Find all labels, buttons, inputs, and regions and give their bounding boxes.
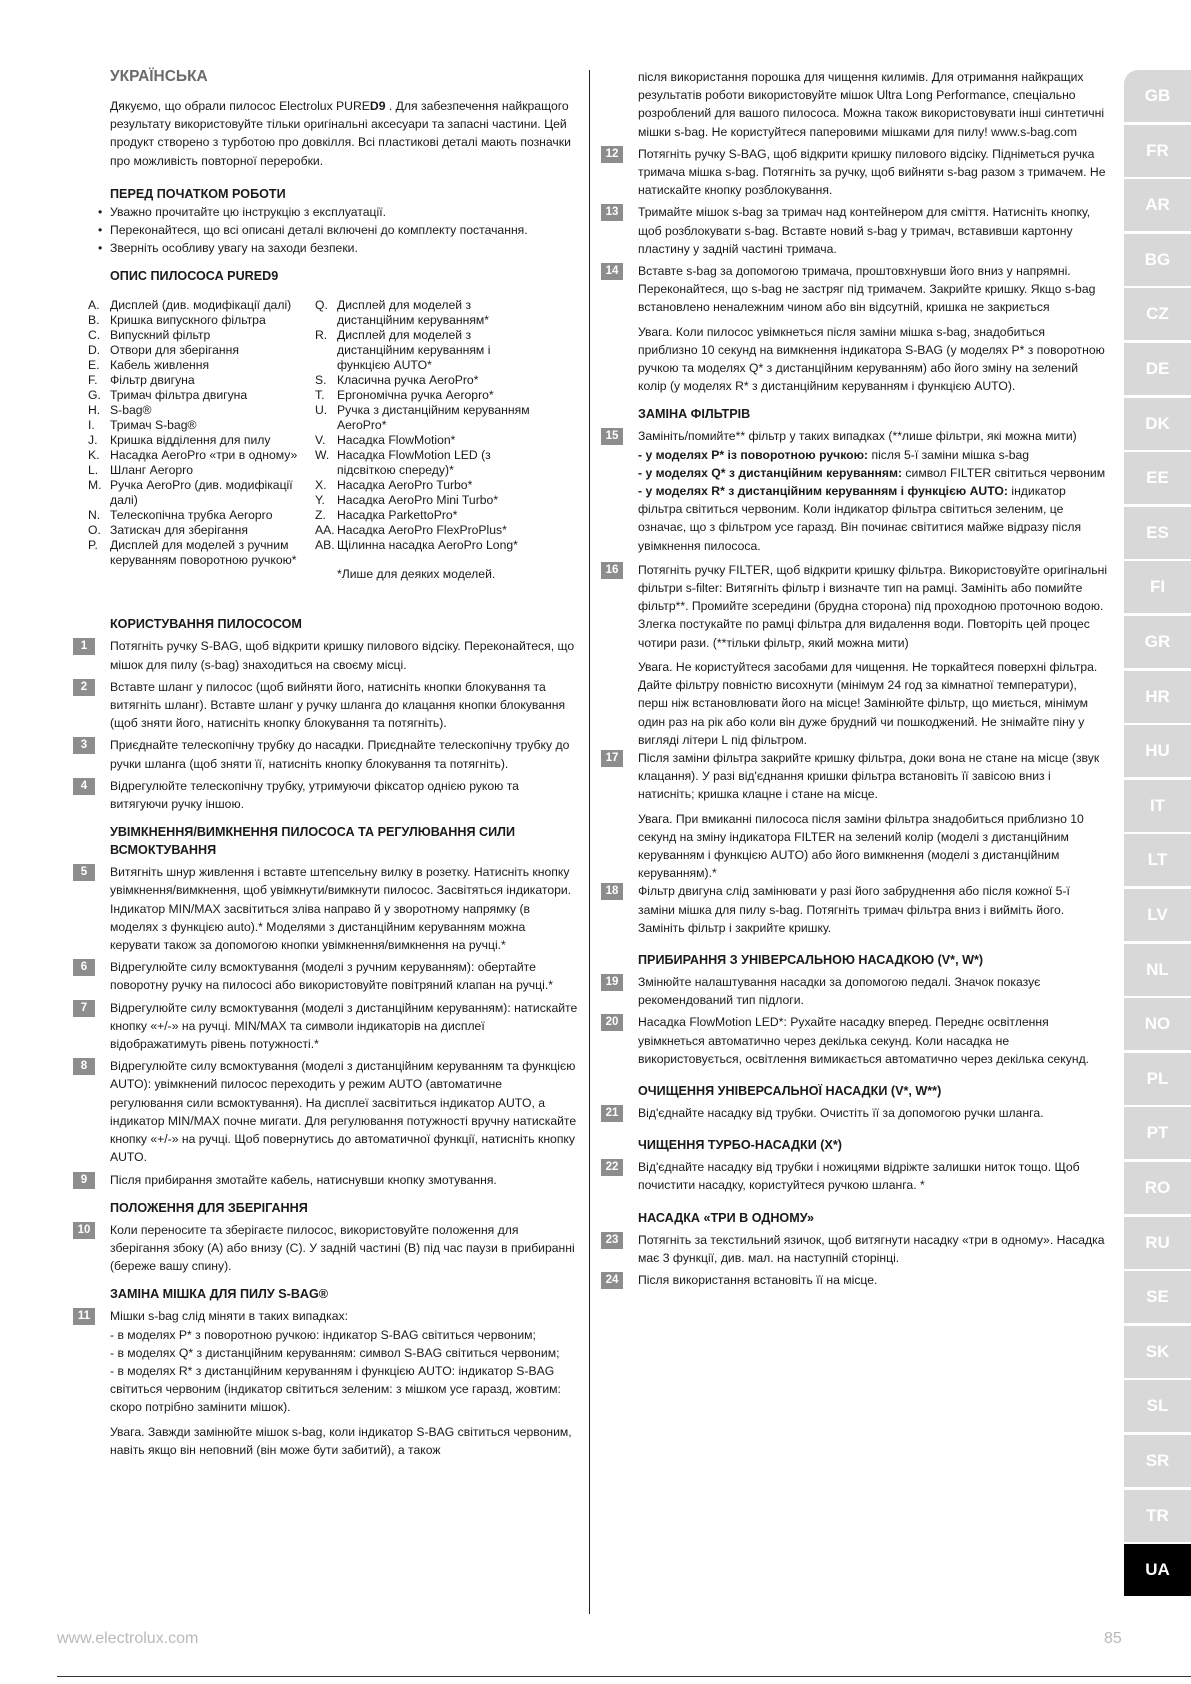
part-letter: V. xyxy=(315,433,326,448)
step-text: Відрегулюйте телескопічну трубку, утримуючи фіксатор однією рукою та витягуючи ручку іншою. xyxy=(110,778,519,812)
language-tab-dk[interactable]: DK xyxy=(1124,398,1191,450)
language-tab-hu[interactable]: HU xyxy=(1124,725,1191,777)
turbo-steps xyxy=(605,1158,1108,1194)
language-tab-de[interactable]: DE xyxy=(1124,343,1191,395)
step-18-text: Фільтр двигуна слід замінювати у разі його забруднення або після кожної 5-ї заміни мішка для пилу s-bag. Потягніть тримач фільтра вниз і вийміть його. Замініть фільтр і закрийте кришку. xyxy=(638,884,1070,935)
part-label: Випускний фільтр xyxy=(110,328,211,343)
part-letter: W. xyxy=(315,448,330,463)
language-tab-pt[interactable]: PT xyxy=(1124,1107,1191,1159)
language-tab-ar[interactable]: AR xyxy=(1124,179,1191,231)
language-tab-fr[interactable]: FR xyxy=(1124,125,1191,177)
column-divider xyxy=(589,70,590,1614)
language-tab-bg[interactable]: BG xyxy=(1124,234,1191,286)
language-tab-gb[interactable]: GB xyxy=(1124,70,1191,122)
part-label: Насадка AeroPro FlexProPlus* xyxy=(337,523,507,538)
page-title: УКРАЇНСЬКА xyxy=(110,68,208,85)
storage-heading: ПОЛОЖЕННЯ ДЛЯ ЗБЕРІГАННЯ xyxy=(110,1200,308,1215)
part-label: Ергономічна ручка Aeropro* xyxy=(337,388,494,403)
part-label: Шланг Aeropro xyxy=(110,463,193,478)
filters-q-label: - у моделях Q* з дистанційним керуванням: xyxy=(638,465,903,480)
step-number-badge: 10 xyxy=(73,1222,95,1239)
step-6 xyxy=(80,958,578,994)
step-2 xyxy=(80,678,578,733)
part-label: Щілинна насадка AeroPro Long* xyxy=(337,538,518,553)
step-number-badge: 23 xyxy=(601,1232,623,1249)
filters-heading: ЗАМІНА ФІЛЬТРІВ xyxy=(638,407,751,422)
language-tab-no[interactable]: NO xyxy=(1124,998,1191,1050)
step-text: Від'єднайте насадку від трубки і ножицями відріжте залишки ниток тощо. Щоб почистити насадку, користуйтеся ручкою шланга. * xyxy=(638,1160,1080,1193)
part-label: Ручка AeroPro (див. модифікації xyxy=(110,478,293,493)
language-tab-ro[interactable]: RO xyxy=(1124,1162,1191,1214)
three-in-one-heading: НАСАДКА «ТРИ В ОДНОМУ» xyxy=(638,1210,815,1225)
part-letter: I. xyxy=(88,418,95,433)
use-steps xyxy=(80,637,578,813)
language-tab-cz[interactable]: CZ xyxy=(1124,288,1191,340)
language-tab-lt[interactable]: LT xyxy=(1124,834,1191,886)
part-label: дистанційним керуванням* xyxy=(337,313,490,328)
step-text: Потягніть ручку S-BAG, щоб відкрити кришку пилового відсіку. Переконайтеся, що мішок для пилу (s-bag) знаходиться на своєму місці. xyxy=(110,639,575,672)
part-label: Насадка AeroPro «три в одному» xyxy=(110,448,298,463)
step-number-badge: 14 xyxy=(601,263,623,280)
part-letter: M. xyxy=(88,478,102,493)
intro-model: D9 xyxy=(369,99,386,113)
step-number-badge: 13 xyxy=(601,204,623,221)
part-letter: AA. xyxy=(315,523,335,538)
part-letter: U. xyxy=(315,403,328,418)
step-number-badge: 7 xyxy=(73,1000,95,1017)
part-letter: C. xyxy=(88,328,101,343)
language-tab-es[interactable]: ES xyxy=(1124,507,1191,559)
step-1 xyxy=(80,637,578,673)
part-letter: G. xyxy=(88,388,101,403)
language-tab-lv[interactable]: LV xyxy=(1124,889,1191,941)
left-column xyxy=(77,68,578,1459)
language-tab-sr[interactable]: SR xyxy=(1124,1435,1191,1487)
part-letter: O. xyxy=(88,523,101,538)
storage-steps xyxy=(77,1221,578,1276)
step-13 xyxy=(605,203,1108,258)
part-letter: S. xyxy=(315,373,327,388)
step-14 xyxy=(605,262,1108,317)
step-text: Відрегулюйте силу всмоктування (моделі з дистанційним керуванням): натискайте кнопку «+/-» на ручці. MIN/MAX та символи індикаторів на дисплеї відображатимуть рівень потужності.* xyxy=(110,1000,578,1052)
use-heading: КОРИСТУВАННЯ ПИЛОСОСОМ xyxy=(110,617,302,632)
step-number-badge: 9 xyxy=(73,1172,95,1189)
language-tab-ua[interactable]: UA xyxy=(1124,1544,1191,1596)
part-label: функцією AUTO* xyxy=(337,358,432,373)
part-letter: J. xyxy=(88,433,98,448)
step-21 xyxy=(605,1104,1108,1122)
part-label: Дисплей (див. модифікації далі) xyxy=(110,298,292,313)
part-letter: T. xyxy=(315,388,325,403)
part-letter: N. xyxy=(88,508,101,523)
filters-p-label: - у моделях P* із поворотною ручкою: xyxy=(638,447,869,462)
language-tab-ru[interactable]: RU xyxy=(1124,1217,1191,1269)
step-text: Потягніть ручку S-BAG, щоб відкрити кришку пилового відсіку. Підніметься ручка тримача мішка s-bag. Потягніть за ручку, щоб вийняти s-bag разом з тримачем. Не натискайте кнопку розблокування. xyxy=(638,146,1106,198)
step-number-badge: 4 xyxy=(73,778,95,795)
step-number-badge: 22 xyxy=(601,1159,623,1176)
intro-text-a: Дякуємо, що обрали пилосос Electrolux PURE xyxy=(110,99,370,113)
step-17-note: Увага. При вмиканні пилососа після заміни фільтра знадобиться приблизно 10 секунд на зміну індикатора FILTER на зелений колір (моделі з дистанційним керуванням і функцією AUTO) або його вимкнення (моделі з дистанційним керуванням).* xyxy=(638,811,1084,881)
step-number-badge: 8 xyxy=(73,1058,95,1075)
step-16 xyxy=(605,561,1108,749)
part-label: Отвори для зберігання xyxy=(110,343,239,358)
part-label: Тримач S-bag® xyxy=(110,418,197,433)
part-letter: X. xyxy=(315,478,327,493)
language-tab-sl[interactable]: SL xyxy=(1124,1380,1191,1432)
part-label: S-bag® xyxy=(110,403,152,418)
part-label: Кришка відділення для пилу xyxy=(110,433,271,448)
step-number-badge: 18 xyxy=(601,883,623,900)
part-label: Фільтр двигуна xyxy=(110,373,195,388)
step-number-badge: 24 xyxy=(601,1272,623,1289)
step-number-badge: 3 xyxy=(73,737,95,754)
part-label: Насадка FlowMotion* xyxy=(337,433,456,448)
part-label: Класична ручка AeroPro* xyxy=(337,373,479,388)
part-label: Насадка AeroPro Mini Turbo* xyxy=(337,493,499,508)
step-22 xyxy=(605,1158,1108,1194)
intro-text-c: . Для забезпечення найкращого результату використовуйте тільки оригінальні аксесуари та запасні частини. Цей продукт створено з турботою про довкілля. Всі пластикові деталі мають позначки про можливість повторної переробки. xyxy=(110,99,571,168)
step-17 xyxy=(605,749,1108,882)
step-number-badge: 12 xyxy=(601,146,623,163)
part-label: Затискач для зберігання xyxy=(110,523,248,538)
step-text: Вставте s-bag за допомогою тримача, проштовхнувши його вниз у напрямні. Переконайтеся, що s-bag не застряг під тримачем. Закрийте кришку. Якщо s-bag встановлено неналежним чином або він відсутній, кришка не закриється xyxy=(638,264,1096,315)
filters-r-text: індикатор фільтра світиться червоним. Коли індикатор фільтра світиться зеленим, це означає, що з фільтром усе гаразд. Він починає світитися майже відразу після увімкнення пилососа. xyxy=(638,484,1082,553)
part-label: Ручка з дистанційним керуванням xyxy=(337,403,530,418)
filters-r-label: - у моделях R* з дистанційним керуванням і функцією AUTO: xyxy=(638,484,1008,499)
step-23 xyxy=(605,1231,1108,1267)
part-letter: E. xyxy=(88,358,100,373)
step-12 xyxy=(605,145,1108,200)
step-number-badge: 17 xyxy=(601,750,623,767)
step-number-badge: 6 xyxy=(73,959,95,976)
clean-universal-heading: ОЧИЩЕННЯ УНІВЕРСАЛЬНОЇ НАСАДКИ (V*, W**) xyxy=(638,1083,942,1098)
bag-note-2: Увага. Коли пилосос увімкнеться після заміни мішка s-bag, знадобиться приблизно 10 секунд на вимкнення індикатора S-BAG (у моделях P* з поворотною ручкою та моделях Q* з дистанційним керуванням) або його зміну на зелений колір (у моделях R* з дистанційним керуванням і функцією AUTO). xyxy=(638,324,1105,394)
step-text: Відрегулюйте силу всмоктування (моделі з дистанційним керуванням та функцією AUTO): увімкнений пилосос переходить у режим AUTO (автоматичне регулювання сили всмоктування). На дисплеї засвітиться індикатор AUTO, а індикатор MIN/MAX почне мигати. Для регулювання потужності вручну натискайте кнопку «+/-» на ручці. Щоб повернутись до автоматичної функції, натисніть кнопку AUTO. xyxy=(110,1059,577,1165)
part-letter: R. xyxy=(315,328,328,343)
bag-line: - в моделях Q* з дистанційним керуванням: символ S-BAG світиться червоним; xyxy=(110,1345,560,1360)
filters-intro: Замініть/помийте** фільтр у таких випадках (**лише фільтри, які можна мити) xyxy=(638,429,1077,444)
bag-steps xyxy=(605,145,1108,317)
step-text: Витягніть шнур живлення і вставте штепсельну вилку в розетку. Натисніть кнопку увімкнення/вимкнення, щоб увімкнути/вимкнути пилосос. Засвітяться індикатори. Індикатор MIN/MAX засвітиться зліва направо й у зворотному напрямку (в моделях з функцією auto).* Моделями з дистанційним керуванням можна керувати також за допомогою кнопки увімкнення/вимкнення на ручці.* xyxy=(110,865,572,953)
filters-r-model xyxy=(638,482,1108,555)
before-bullet: • Уважно прочитайте цю інструкцію з експлуатації. xyxy=(110,203,578,221)
step-text: Змінюйте налаштування насадки за допомогою педалі. Значок показує рекомендований тип підлоги. xyxy=(638,974,1041,1008)
bag-heading: ЗАМІНА МІШКА ДЛЯ ПИЛУ S-BAG® xyxy=(110,1287,329,1302)
part-label: далі) xyxy=(110,493,138,508)
part-label: Дисплей для моделей з xyxy=(337,328,472,343)
step-number-badge: 15 xyxy=(601,428,623,445)
filters-p-model xyxy=(638,446,1108,464)
step-18 xyxy=(605,882,1108,937)
part-letter: H. xyxy=(88,403,101,418)
footer-rule xyxy=(57,1676,1191,1677)
part-letter: D. xyxy=(88,343,101,358)
filters-q-model xyxy=(638,464,1108,482)
language-tab-nl[interactable]: NL xyxy=(1124,944,1191,996)
bag-line: - в моделях P* з поворотною ручкою: індикатор S-BAG світиться червоним; xyxy=(110,1327,536,1342)
step-text: Тримайте мішок s-bag за тримач над контейнером для сміття. Натисніть кнопку, щоб розблокувати s-bag. Вставте новий s-bag у тримач, вставивши картонну пластину у задній частині тримача. xyxy=(638,205,1091,256)
bag-note: Увага. Завжди замінюйте мішок s-bag, коли індикатор S-BAG світиться червоним, навіть якщо він неповний (він може бути забитий), а також xyxy=(110,1424,572,1457)
step-number-badge: 2 xyxy=(73,679,95,696)
part-label: підсвіткою спереду)* xyxy=(337,463,454,478)
step-text: Від'єднайте насадку від трубки. Очистіть її за допомогою ручки шланга. xyxy=(638,1105,1044,1120)
step-9 xyxy=(80,1171,578,1189)
turbo-heading: ЧИЩЕННЯ ТУРБО-НАСАДКИ (X*) xyxy=(638,1138,842,1153)
part-letter: AB. xyxy=(315,538,335,553)
step-text: Приєднайте телескопічну трубку до насадки. Приєднайте телескопічну трубку до ручки шланга (щоб зняти її, натисніть кнопку блокування та потягніть). xyxy=(110,738,570,771)
part-label: Насадка FlowMotion LED (з xyxy=(337,448,491,463)
step-number-badge: 21 xyxy=(601,1105,623,1122)
part-label: Дисплей для моделей з xyxy=(337,298,472,313)
part-label: Телескопічна трубка Aeropro xyxy=(110,508,273,523)
language-tab-hr[interactable]: HR xyxy=(1124,671,1191,723)
parts-list xyxy=(88,297,578,607)
bag-line: Мішки s-bag слід міняти в таких випадках: xyxy=(110,1309,348,1324)
universal-heading: ПРИБИРАННЯ З УНІВЕРСАЛЬНОЮ НАСАДКОЮ (V*, W*) xyxy=(638,952,984,967)
language-tab-tr[interactable]: TR xyxy=(1124,1490,1191,1542)
before-list xyxy=(110,203,578,258)
part-label: дистанційним керуванням і xyxy=(337,343,491,358)
step-text: Вставте шланг у пилосос (щоб вийняти його, натисніть кнопки блокування та витягніть шланг). Вставте шланг у ручку шланга до клацання кнопки блокування (щоб зняти його, натисніть кнопку блокування та потягніть). xyxy=(110,679,566,731)
part-label: Дисплей для моделей з ручним xyxy=(110,538,289,553)
part-letter: Q. xyxy=(315,298,328,313)
part-letter: F. xyxy=(88,373,98,388)
universal-steps xyxy=(605,973,1108,1068)
step-11 xyxy=(77,1307,578,1459)
part-label: Кабель живлення xyxy=(110,358,210,373)
parts-footnote: *Лише для деяких моделей. xyxy=(337,567,496,582)
step-number-badge: 5 xyxy=(73,864,95,881)
part-label: Насадка AeroPro Turbo* xyxy=(337,478,473,493)
step-4 xyxy=(80,777,578,813)
step-text: Після використання встановіть її на місце. xyxy=(638,1272,878,1287)
part-letter: A. xyxy=(88,298,100,313)
language-tab-se[interactable]: SE xyxy=(1124,1271,1191,1323)
step-8 xyxy=(80,1057,578,1166)
right-column xyxy=(605,68,1108,1289)
part-label: Тримач фільтра двигуна xyxy=(110,388,248,403)
clean-universal-steps xyxy=(605,1104,1108,1122)
step-16-note: Увага. Не користуйтеся засобами для чищення. Не торкайтеся поверхні фільтра. Дайте фільтру повністю висохнути (мінімум 24 год за кімнатної температури), перш ніж встановлювати його на місце! Замінюйте фільтр, що миється, мінімум один раз на рік або коли він дуже брудний чи пошкоджений. Не знімайте піну у вигляді літери L під фільтром. xyxy=(638,659,1098,747)
before-heading: ПЕРЕД ПОЧАТКОМ РОБОТИ xyxy=(110,186,286,201)
step-17-text: Після заміни фільтра закрийте кришку фільтра, доки вона не стане на місце (звук клацання). У разі від'єднання кришки фільтра встановіть її завісою вниз і натисніть; кришка клацне і стане на місце. xyxy=(638,750,1100,802)
step-text: Відрегулюйте силу всмоктування (моделі з ручним керуванням): обертайте поворотну ручку на пилососі або використовуйте повітряний клапан на ручці.* xyxy=(110,960,553,993)
part-letter: B. xyxy=(88,313,100,328)
part-letter: Y. xyxy=(315,493,325,508)
language-tab-ee[interactable]: EE xyxy=(1124,452,1191,504)
step-text: Насадка FlowMotion LED*: Рухайте насадку вперед. Переднє освітлення увімкнеться автоматично через декілька секунд. Коли насадка не використовується, освітлення вимикається автоматично через декілька секунд. xyxy=(638,1015,1090,1066)
power-steps xyxy=(80,863,578,1188)
part-label: Насадка ParkettoPro* xyxy=(337,508,458,523)
footer-url[interactable]: www.electrolux.com xyxy=(57,1630,199,1647)
description-heading: ОПИС ПИЛОСОСА PURED9 xyxy=(110,269,279,284)
three-in-one-steps xyxy=(605,1231,1108,1290)
bag-line: - в моделях R* з дистанційним керуванням і функцією AUTO: індикатор S-BAG світиться червоним (індикатор світиться зеленим: з мішком усе гаразд, жовтим: скоро потрібно замінити мішок). xyxy=(110,1363,561,1415)
language-tab-fi[interactable]: FI xyxy=(1124,561,1191,613)
part-label: керуванням поворотною ручкою* xyxy=(110,553,297,568)
language-tab-pl[interactable]: PL xyxy=(1124,1053,1191,1105)
step-16-text: Потягніть ручку FILTER, щоб відкрити кришку фільтра. Використовуйте оригінальні фільтри s-filter: Витягніть фільтр і визначте тип на рамці. Замініть або помийте фільтр**. Промийте зсередини (брудна сторона) під проходною проточною водою. Злегка постукайте по рамці фільтра для видалення води. Повторіть цей процес чотири рази. (**тільки фільтр, який можна мити) xyxy=(638,562,1108,650)
step-number-badge: 1 xyxy=(73,638,95,655)
step-3 xyxy=(80,736,578,772)
part-letter: Z. xyxy=(315,508,326,523)
language-tab-sk[interactable]: SK xyxy=(1124,1326,1191,1378)
language-tab-it[interactable]: IT xyxy=(1124,780,1191,832)
page-number: 85 xyxy=(1104,1630,1122,1647)
step-text: Коли переносите та зберігаєте пилосос, використовуйте положення для зберігання збоку (A) або внизу (C). У задній частині (B) під час паузи в прибиранні (береже вашу спину). xyxy=(110,1222,575,1274)
part-label: Кришка випускного фільтра xyxy=(110,313,266,328)
before-bullet: • Зверніть особливу увагу на заходи безпеки. xyxy=(110,239,578,257)
step-number-badge: 19 xyxy=(601,974,623,991)
step-text: Після прибирання змотайте кабель, натиснувши кнопку змотування. xyxy=(110,1172,497,1187)
language-tab-gr[interactable]: GR xyxy=(1124,616,1191,668)
filters-p-text: після 5-ї заміни мішка s-bag xyxy=(868,447,1030,462)
step-5 xyxy=(80,863,578,954)
intro-paragraph xyxy=(110,97,578,170)
step-10 xyxy=(77,1221,578,1276)
step-19 xyxy=(605,973,1108,1009)
filters-q-text: символ FILTER світиться червоним xyxy=(902,465,1106,480)
power-heading: УВІМКНЕННЯ/ВИМКНЕННЯ ПИЛОСОСА ТА РЕГУЛЮВАННЯ СИЛИ ВСМОКТУВАННЯ xyxy=(110,825,516,858)
bag-continued-text: після використання порошка для чищення килимів. Для отримання найкращих результатів роботи використовуйте мішок Ultra Long Performance, спеціально розроблений для вашого пилососа. Можна також використовувати інші синтетичні мішки s-bag. Не користуйтеся паперовими мішками для пилу! www.s-bag.com xyxy=(638,70,1105,139)
step-24 xyxy=(605,1271,1108,1289)
step-7 xyxy=(80,999,578,1054)
step-number-badge: 16 xyxy=(601,562,623,579)
step-text: Потягніть за текстильний язичок, щоб витягнути насадку «три в одному». Насадка має 3 функції, див. мал. на наступній сторінці. xyxy=(638,1232,1105,1265)
part-letter: K. xyxy=(88,448,100,463)
part-letter: P. xyxy=(88,538,98,553)
step-number-badge: 11 xyxy=(73,1308,95,1325)
part-label: AeroPro* xyxy=(337,418,387,433)
part-letter: L. xyxy=(88,463,99,478)
step-number-badge: 20 xyxy=(601,1014,623,1031)
step-20 xyxy=(605,1013,1108,1068)
step-15 xyxy=(605,427,1108,554)
before-bullet: • Переконайтеся, що всі описані деталі включені до комплекту постачання. xyxy=(110,221,578,239)
